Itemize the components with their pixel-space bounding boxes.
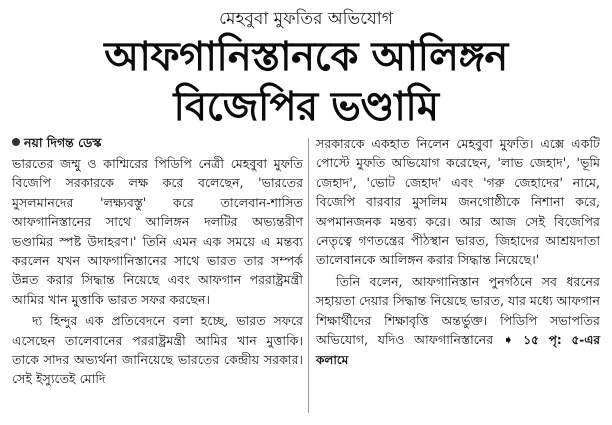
headline-line-2: বিজেপির ভণ্ডামি: [173, 84, 439, 130]
arrow-right-icon: ➧: [502, 333, 514, 349]
byline: [12, 134, 303, 152]
continuation-note[interactable]: ১৫ পৃ: ৫-এর কলামে: [316, 333, 600, 368]
left-paragraph-2: দ্য হিন্দুর এক প্রতিবেদনে বলা হচ্ছে, ভারত সফরে এসেছেন তালেবানের পররাষ্ট্রমন্ত্রী আমির খান মুত্তাকি। তাকে সাদর অভ্যর্থনা জানিয়েছে ভারতের কেন্দ্রীয় সরকার। সেই ইস্যুতেই মোদি: [12, 313, 303, 387]
bullet-icon: [12, 138, 20, 146]
right-paragraph-2-text: তিনি বলেন, আফগানিস্তান পুনর্গঠনে সব ধরনের সহায়তা দেয়ার সিদ্ধান্ত নিয়েছে ভারত, যার মধ্যে আফগান শিক্ষার্থীদের শিক্ষাবৃত্তি অন্তর্ভুক্ত। পিডিপি সভাপতির অভিযোগ, যদিও আফগানিস্তানের: [316, 273, 600, 348]
right-column: [316, 134, 600, 371]
byline-text: নয়া দিগন্ত ডেস্ক: [24, 135, 102, 150]
headline-line-1: আফগানিস্তানকে আলিঙ্গন: [104, 34, 508, 80]
right-paragraph-1: সরকারকে একহাত নিলেন মেহবুবা মুফতি। এক্সে একটি পোস্টে মুফতি অভিযোগ করেছেন, 'লাভ জেহাদ', 'ভূমি জেহাদ', 'ভোট জেহাদ' এবং 'গরু জেহাদের' নামে, বিজেপি বারবার মুসলিম জনগোষ্ঠীকে নিশানা করে, অপমানজনক মন্তব্য করে। আর আজ সেই বিজেপির নেতৃত্বে গণতন্ত্রের পীঠস্থান ভারত, জিহাদের আশ্রয়দাতা তালেবানকে আলিঙ্গন করার সিদ্ধান্ত নিয়েছে।': [316, 136, 600, 268]
column-divider: [308, 138, 309, 413]
kicker: মেহবুবা মুফতির অভিযোগ: [219, 9, 393, 29]
left-paragraph-1: ভারতের জম্মু ও কাশ্মিরের পিডিপি নেত্রী মেহবুবা মুফতি বিজেপি সরকারকে লক্ষ করে বলেছেন, 'ভারতের মুসলমানদের 'লক্ষ্যবস্তু' করে তালেবান-শাসিত আফগানিস্তানের সাথে আলিঙ্গন দলটির অভ্যন্তরীণ ভণ্ডামির স্পষ্ট উদাহরণ।' তিনি এমন এক সময়ে এ মন্তব্য করলেন যখন আফগানিস্তানের সাথে ভারত তার সম্পর্ক উন্নত করার সিদ্ধান্ত নিয়েছে এবং আফগান পররাষ্ট্রমন্ত্রী আমির খান মুত্তাকি ভারত সফর করছেন।: [12, 156, 303, 307]
right-paragraph-2: [316, 272, 600, 371]
left-column: [12, 134, 303, 389]
